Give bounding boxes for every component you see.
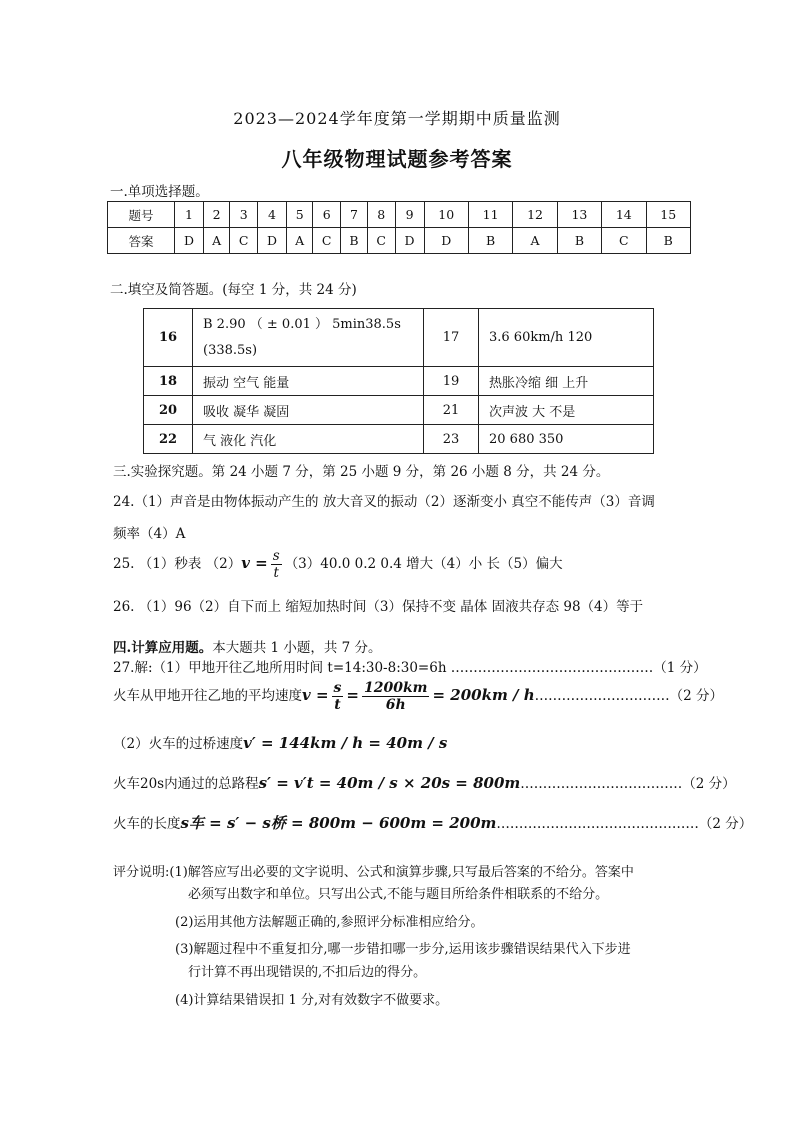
- question-number: 3: [230, 202, 258, 228]
- scoring-note-1b: 必须写出数字和单位。只写出公式,不能与题目所给条件相联系的不给分。: [188, 887, 609, 902]
- question-number: 12: [513, 202, 557, 228]
- question-number: 5: [287, 202, 313, 228]
- q27-l2-eq: =: [346, 686, 359, 704]
- fraction-numerator: 1200km: [363, 680, 428, 696]
- answer-cell: 次声波 大 不是: [479, 396, 654, 425]
- section3-heading: 三.实验探究题。第 24 小题 7 分，第 25 小题 9 分，第 26 小题 8 分，共 24 分。: [113, 464, 610, 480]
- answer-cell: C: [313, 228, 341, 254]
- fraction-denominator: t: [334, 697, 341, 713]
- fraction-denominator: 6h: [385, 697, 406, 713]
- question-number: 19: [424, 367, 479, 396]
- q24-line1: 24.（1）声音是由物体振动产生的 放大音叉的振动（2）逐渐变小 真空不能传声（3）音调: [113, 494, 655, 510]
- document-subtitle: 八年级物理试题参考答案: [281, 147, 513, 171]
- answer-cell: C: [602, 228, 646, 254]
- question-number: 4: [258, 202, 287, 228]
- q27-l5-formula: s车 = s′ − s桥 = 800m − 600m = 200m: [180, 814, 497, 832]
- question-number: 21: [424, 396, 479, 425]
- answer-cell: 3.6 60km/h 120: [479, 309, 654, 367]
- answer-cell: A: [287, 228, 313, 254]
- q26-line: 26. （1）96（2）自下而上 缩短加热时间（3）保持不变 晶体 固液共存态 98（4）等于: [113, 599, 644, 615]
- q27-fraction-values: [362, 680, 429, 713]
- q27-l2-result: = 200km / h: [432, 686, 535, 704]
- answer-cell: D: [395, 228, 424, 254]
- answer-cell: [193, 309, 424, 367]
- question-number: 22: [144, 425, 193, 454]
- scoring-note-4: (4)计算结果错误扣 1 分,对有效数字不做要求。: [175, 993, 449, 1008]
- q27-line2: [113, 680, 723, 713]
- question-number: 11: [468, 202, 512, 228]
- choice-answer-table: [107, 201, 691, 254]
- question-number: 15: [646, 202, 691, 228]
- table-row: [144, 309, 654, 367]
- answer-cell: A: [513, 228, 557, 254]
- answer-cell: B: [341, 228, 368, 254]
- q27-l4-dots: ………………………………（2 分）: [520, 776, 736, 792]
- q27-line5: [113, 812, 752, 833]
- table-row: [144, 367, 654, 396]
- q27-l3-prefix: （2）火车的过桥速度: [113, 736, 244, 752]
- answer-cell: 吸收 凝华 凝固: [193, 396, 424, 425]
- q27-l2-dots: …………………………（2 分）: [534, 688, 724, 704]
- answer-cell: 振动 空气 能量: [193, 367, 424, 396]
- q27-l4-prefix: 火车20s内通过的总路程: [113, 776, 259, 792]
- table-row: [144, 396, 654, 425]
- q25-fraction: [271, 548, 282, 581]
- question-number: 2: [203, 202, 229, 228]
- table-row: [108, 228, 691, 254]
- question-number: 6: [313, 202, 341, 228]
- q24-line2: 频率（4）A: [113, 526, 186, 542]
- scoring-note-3b: 行计算不再出现错误的,不扣后边的得分。: [188, 965, 427, 980]
- section4-heading-bold: 四.计算应用题。: [113, 640, 213, 656]
- fraction-denominator: t: [273, 565, 279, 581]
- q25-formula-v: v =: [241, 554, 268, 572]
- answer-cell: D: [424, 228, 468, 254]
- document-title: 2023—2024学年度第一学期期中质量监测: [233, 109, 561, 128]
- q27-l3-formula: v′ = 144km / h = 40m / s: [243, 734, 448, 752]
- answer-cell: 20 680 350: [479, 425, 654, 454]
- answer-text: B 2.90 （ ± 0.01 ） 5min38.5s: [203, 316, 401, 332]
- table-row: [108, 202, 691, 228]
- scoring-note-3a: (3)解题过程中不重复扣分,哪一步错扣哪一步分,运用该步骤错误结果代入下步进: [175, 942, 631, 957]
- q27-l2-v: v =: [302, 686, 329, 704]
- q27-fraction-s-t: [332, 680, 344, 713]
- q25-prefix: 25. （1）秒表 （2）: [113, 556, 242, 572]
- q27-line4: [113, 772, 736, 792]
- question-number: 20: [144, 396, 193, 425]
- section4-heading: [113, 636, 382, 656]
- q27-l4-formula: s′ = v′t = 40m / s × 20s = 800m: [258, 774, 521, 792]
- row-label-answer: 答案: [108, 228, 175, 254]
- question-number: 1: [175, 202, 204, 228]
- answer-text: (338.5s): [203, 342, 258, 358]
- answer-cell: C: [367, 228, 395, 254]
- answer-cell: D: [258, 228, 287, 254]
- answer-cell: B: [646, 228, 691, 254]
- scoring-note-2: (2)运用其他方法解题正确的,参照评分标准相应给分。: [175, 915, 484, 930]
- answer-cell: B: [468, 228, 512, 254]
- fraction-numerator: s: [272, 548, 280, 564]
- question-number: 10: [424, 202, 468, 228]
- question-number: 13: [557, 202, 601, 228]
- question-number: 8: [367, 202, 395, 228]
- table-row: [144, 425, 654, 454]
- answer-cell: D: [175, 228, 204, 254]
- answer-cell: A: [203, 228, 229, 254]
- section1-heading: 一.单项选择题。: [110, 184, 209, 200]
- question-number: 18: [144, 367, 193, 396]
- question-number: 14: [602, 202, 646, 228]
- answer-cell: 热胀冷缩 细 上升: [479, 367, 654, 396]
- q25-suffix: （3）40.0 0.2 0.4 增大（4）小 长（5）偏大: [284, 556, 563, 572]
- scoring-note-1a: 评分说明:(1)解答应写出必要的文字说明、公式和演算步骤,只写最后答案的不给分。答案中: [113, 865, 634, 880]
- question-number: 16: [144, 309, 193, 367]
- q27-l5-dots: ………………………………………（2 分）: [496, 816, 753, 832]
- fraction-numerator: s: [333, 680, 342, 696]
- row-label-number: 题号: [108, 202, 175, 228]
- answer-cell: C: [230, 228, 258, 254]
- q27-l5-prefix: 火车的长度: [113, 816, 181, 832]
- question-number: 23: [424, 425, 479, 454]
- q25-line: [113, 548, 563, 581]
- question-number: 17: [424, 309, 479, 367]
- q27-l2-prefix: 火车从甲地开往乙地的平均速度: [113, 688, 302, 704]
- answer-cell: B: [557, 228, 601, 254]
- answer-cell: 气 液化 汽化: [193, 425, 424, 454]
- section4-heading-rest: 本大题共 1 小题，共 7 分。: [212, 640, 382, 656]
- question-number: 7: [341, 202, 368, 228]
- fill-in-answer-table: [143, 308, 654, 454]
- section2-heading: 二.填空及简答题。(每空 1 分，共 24 分): [110, 282, 357, 298]
- q27-line3: [113, 732, 447, 752]
- q27-line1: 27.解:（1）甲地开往乙地所用时间 t=14:30-8:30=6h ………………………………………（1 分）: [113, 660, 707, 676]
- question-number: 9: [395, 202, 424, 228]
